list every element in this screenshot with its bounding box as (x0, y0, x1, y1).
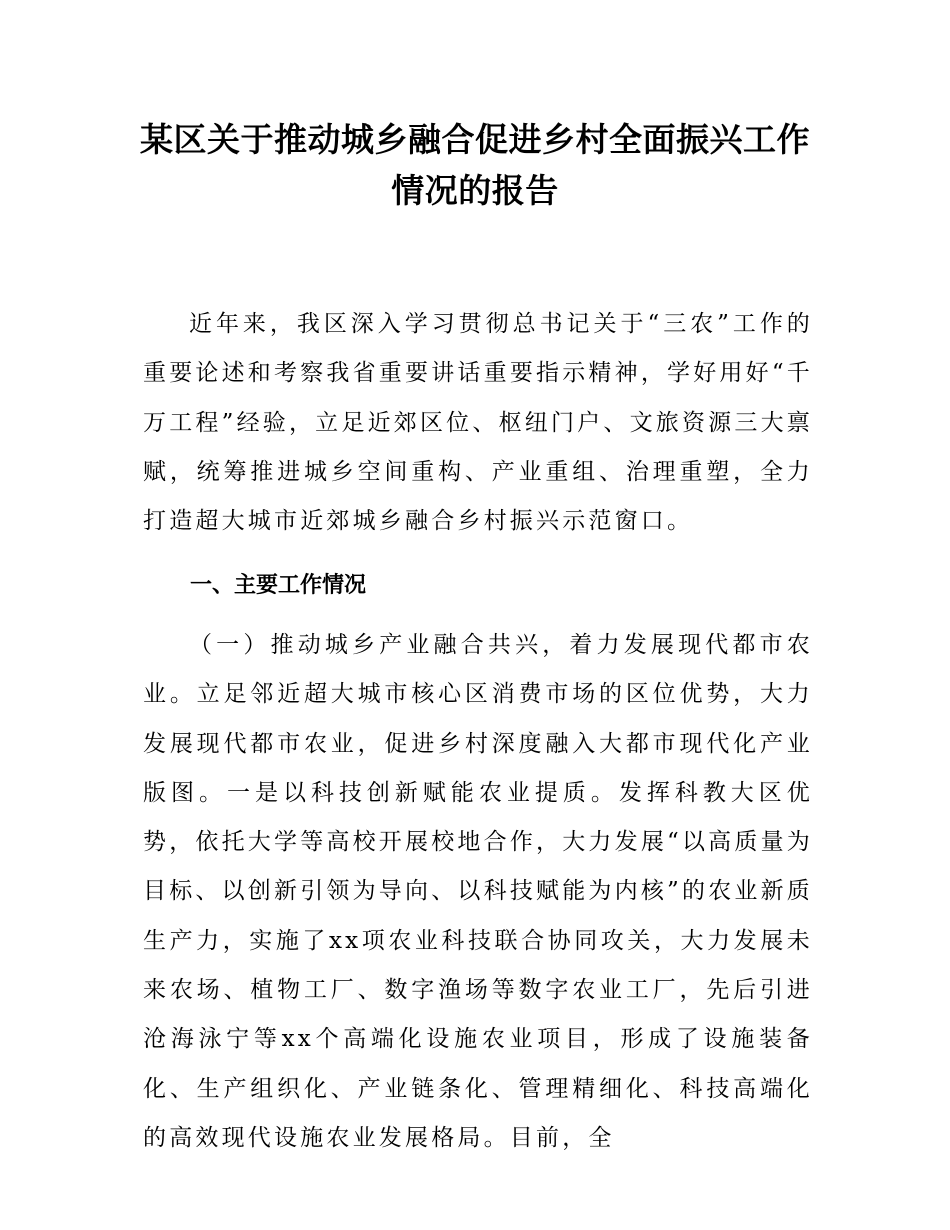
body-paragraph: （一）推动城乡产业融合共兴，着力发展现代都市农业。立足邻近超大城市核心区消费市场的区位优势，大力发展现代都市农业，促进乡村深度融入大都市现代化产业版图。一是以科技创新赋能农业提质。发挥科教大区优势，依托大学等高校开展校地合作，大力发展“以高质量为目标、以创新引领为导向、以科技赋能为内核”的农业新质生产力，实施了xx项农业科技联合协同攻关，大力发展未来农场、植物工厂、数字渔场等数字农业工厂，先后引进沧海泳宁等xx个高端化设施农业项目，形成了设施装备化、生产组织化、产业链条化、管理精细化、科技高端化的高效现代设施农业发展格局。目前，全 (143, 632, 813, 1151)
intro-paragraph: 近年来，我区深入学习贯彻总书记关于“三农”工作的重要论述和考察我省重要讲话重要指示精神，学好用好“千万工程”经验，立足近郊区位、枢纽门户、文旅资源三大禀赋，统筹推进城乡空间重构、产业重组、治理重塑，全力打造超大城市近郊城乡融合乡村振兴示范窗口。 (143, 311, 813, 535)
section-heading: 一、主要工作情况 (190, 573, 367, 598)
document-title: 某区关于推动城乡融合促进乡村全面振兴工作情况的报告 (140, 120, 810, 210)
